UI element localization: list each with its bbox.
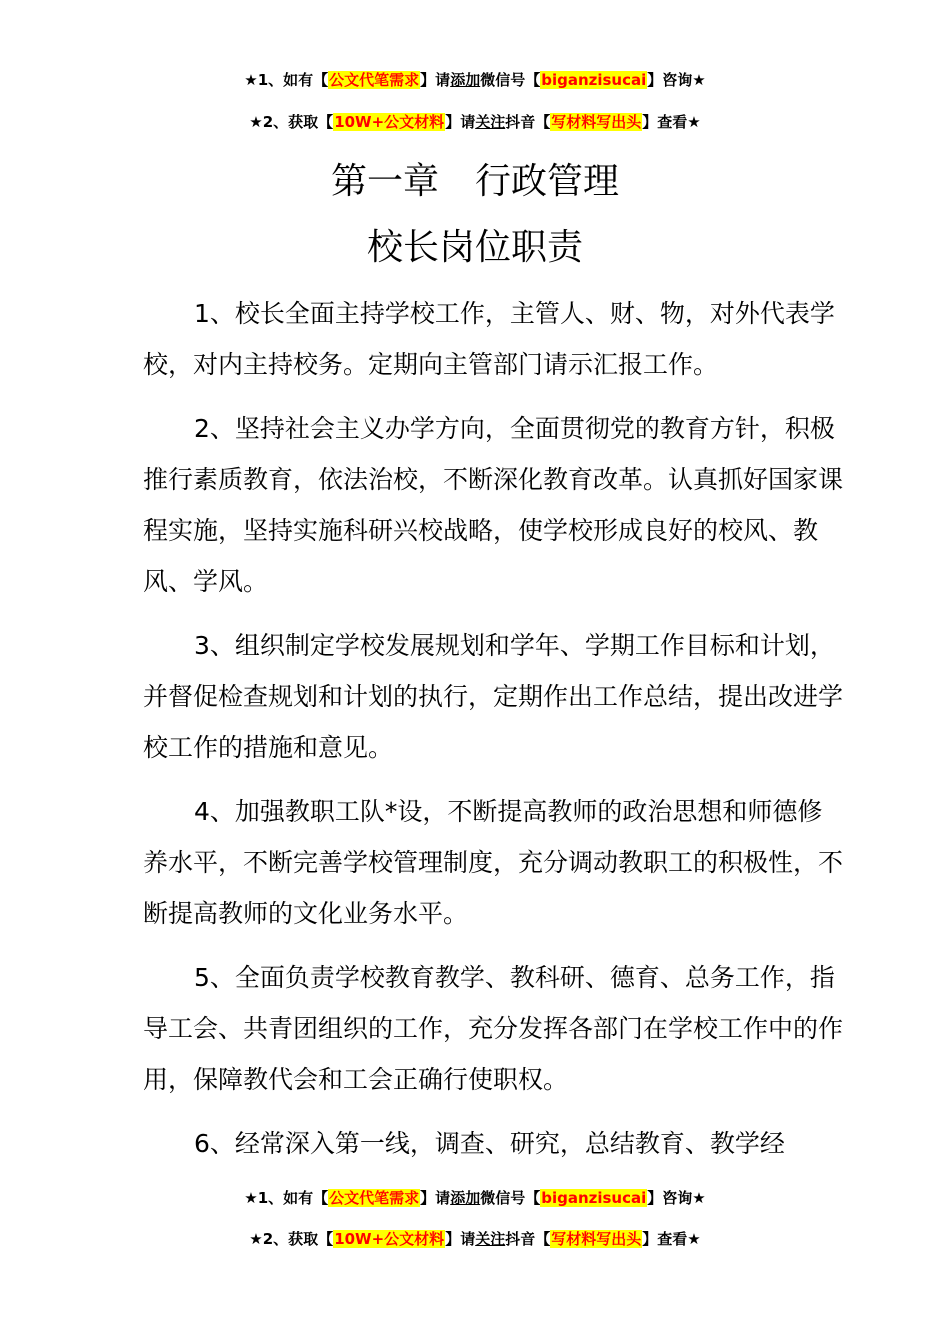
promo-text: 】查看★ [642, 1230, 701, 1248]
promo-text: 】请 [420, 71, 451, 89]
promo-emphasis: 添加 [450, 71, 481, 89]
paragraph: 1、校长全面主持学校工作，主管人、财、物，对外代表学校，对内主持校务。定期向主管部门请示汇报工作。 [143, 299, 835, 379]
promo-text: ★2、获取【 [249, 113, 334, 131]
header-promo-line-1 [0, 68, 950, 92]
promo-highlight: 10W+公文材料 [334, 1230, 445, 1248]
promo-emphasis: 关注 [475, 1230, 506, 1248]
promo-highlight: 写材料写出头 [551, 1230, 642, 1248]
paragraph: 3、组织制定学校发展规划和学年、学期工作目标和计划，并督促检查规划和计划的执行，定期作出工作总结，提出改进学校工作的措施和意见。 [143, 631, 844, 762]
promo-highlight: 10W+公文材料 [334, 113, 445, 131]
promo-text: 】查看★ [642, 113, 701, 131]
promo-highlight: 写材料写出头 [551, 113, 642, 131]
promo-text: ★1、如有【 [244, 1189, 329, 1207]
promo-text: 微信号【 [480, 1189, 541, 1207]
promo-text: 】咨询★ [647, 1189, 706, 1207]
promo-text: 微信号【 [480, 71, 541, 89]
promo-highlight: biganzisucai [541, 1189, 647, 1207]
paragraph: 5、全面负责学校教育教学、教科研、德育、总务工作，指导工会、共青团组织的工作，充分发挥各部门在学校工作中的作用，保障教代会和工会正确行使职权。 [143, 963, 844, 1094]
promo-emphasis: 关注 [475, 113, 506, 131]
promo-text: ★1、如有【 [244, 71, 329, 89]
promo-highlight: biganzisucai [541, 71, 647, 89]
promo-highlight: 公文代笔需求 [329, 71, 420, 89]
chapter-title: 第一章 行政管理 [330, 161, 619, 202]
paragraph: 2、坚持社会主义办学方向，全面贯彻党的教育方针，积极推行素质教育，依法治校，不断深化教育改革。认真抓好国家课程实施，坚持实施科研兴校战略，使学校形成良好的校风、教风、学风。 [143, 414, 844, 596]
footer-promo-line-1 [0, 1186, 950, 1210]
promo-text: 】请 [445, 113, 476, 131]
promo-text: 抖音【 [505, 1230, 551, 1248]
promo-emphasis: 添加 [450, 1189, 481, 1207]
promo-text: 】请 [420, 1189, 451, 1207]
promo-text: 】请 [445, 1230, 476, 1248]
promo-highlight: 公文代笔需求 [329, 1189, 420, 1207]
paragraph: 6、经常深入第一线，调查、研究，总结教育、教学经 [194, 1129, 785, 1158]
header-promo-line-2 [0, 110, 950, 134]
promo-text: 】咨询★ [647, 71, 706, 89]
promo-text: 抖音【 [505, 113, 551, 131]
paragraph: 4、加强教职工队*设，不断提高教师的政治思想和师德修养水平，不断完善学校管理制度，充分调动教职工的积极性，不断提高教师的文化业务水平。 [143, 797, 844, 928]
document-body [143, 288, 843, 1182]
section-title: 校长岗位职责 [366, 227, 583, 268]
promo-text: ★2、获取【 [249, 1230, 334, 1248]
footer-promo-line-2 [0, 1227, 950, 1251]
